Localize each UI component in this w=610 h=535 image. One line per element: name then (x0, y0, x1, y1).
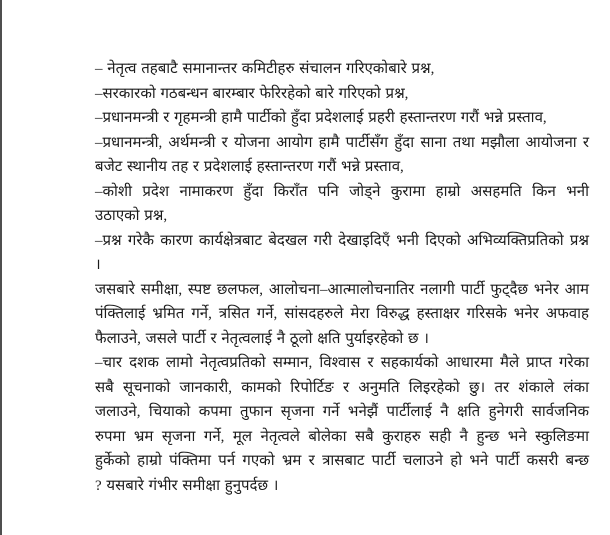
text-line: उठाएको प्रश्न, (95, 208, 168, 224)
text-line: –सरकारको गठबन्धन बारम्बार फेरिरहेको बारे गरिएको प्रश्न, (95, 85, 409, 102)
text-line: जसबारे समीक्षा, स्पष्ट छलफल, आलोचना–आत्मालोचनातिर नलागी पार्टी फुट्दैछ भनेर आम (95, 281, 589, 298)
text-line: पंक्तिलाई भ्रमित गर्ने, त्रसित गर्ने, सांसदहरुले मेरा विरुद्ध हस्ताक्षर गरिसके भनेर अफवाह (95, 306, 589, 322)
text-line: ? यसबारे गंभीर समीक्षा हुनुपर्दछ । (95, 477, 279, 494)
text-line: –प्रधानमन्त्री र गृहमन्त्री हामै पार्टीको हुँदा प्रदेशलाई प्रहरी हस्तान्तरण गरौं भन्ने प्रस्ताव, (95, 110, 547, 126)
text-line: बजेट स्थानीय तह र प्रदेशलाई हस्तान्तरण गरौं भन्ने प्रस्ताव, (95, 159, 404, 175)
text-line: हुर्केको हाम्रो पंक्तिमा पर्न गएको भ्रम र त्रासबाट पार्टी चलाउने हो भने पार्टी कसरी बन्छ (95, 453, 589, 469)
text-line: रुपमा भ्रम सृजना गर्ने, मूल नेतृत्वले बोलेका सबै कुराहरु सही नै हुन्छ भने स्कुलिङमा (95, 428, 589, 445)
document-text-block (95, 57, 589, 498)
text-line: –कोशी प्रदेश नामाकरण हुँदा किराँत पनि जोड्ने कुरामा हाम्रो असहमति किन भनी (95, 183, 589, 200)
text-line: –प्रश्न गरेकै कारण कार्यक्षेत्रबाट बेदखल गरी देखाइदिएँ भनी दिएको अभिव्यक्तिप्रतिको प्रश्न (95, 232, 589, 249)
text-line: – नेतृत्व तहबाटै समानान्तर कमिटीहरु संचालन गरिएकोबारे प्रश्न, (95, 61, 435, 77)
text-line: । (95, 257, 101, 273)
text-line: जलाउने, चियाको कपमा तुफान सृजना गर्ने भनेझैं पार्टीलाई नै क्षति हुनेगरी सार्वजनिक (95, 404, 589, 420)
text-line: –प्रधानमन्त्री, अर्थमन्त्री र योजना आयोग हामै पार्टीसँग हुँदा साना तथा मझौला आयोजना र (95, 134, 589, 151)
text-line: फैलाउने, जसले पार्टी र नेतृत्वलाई नै ठूलो क्षति पुर्याइरहेको छ । (95, 330, 429, 347)
text-line: –चार दशक लामो नेतृत्वप्रतिको सम्मान, विश्वास र सहकार्यको आधारमा मैले प्राप्त गरेका (95, 355, 589, 371)
text-line: सबै सूचनाको जानकारी, कामको रिपोर्टिङ र अनुमति लिइरहेको छु। तर शंकाले लंका (95, 379, 589, 396)
